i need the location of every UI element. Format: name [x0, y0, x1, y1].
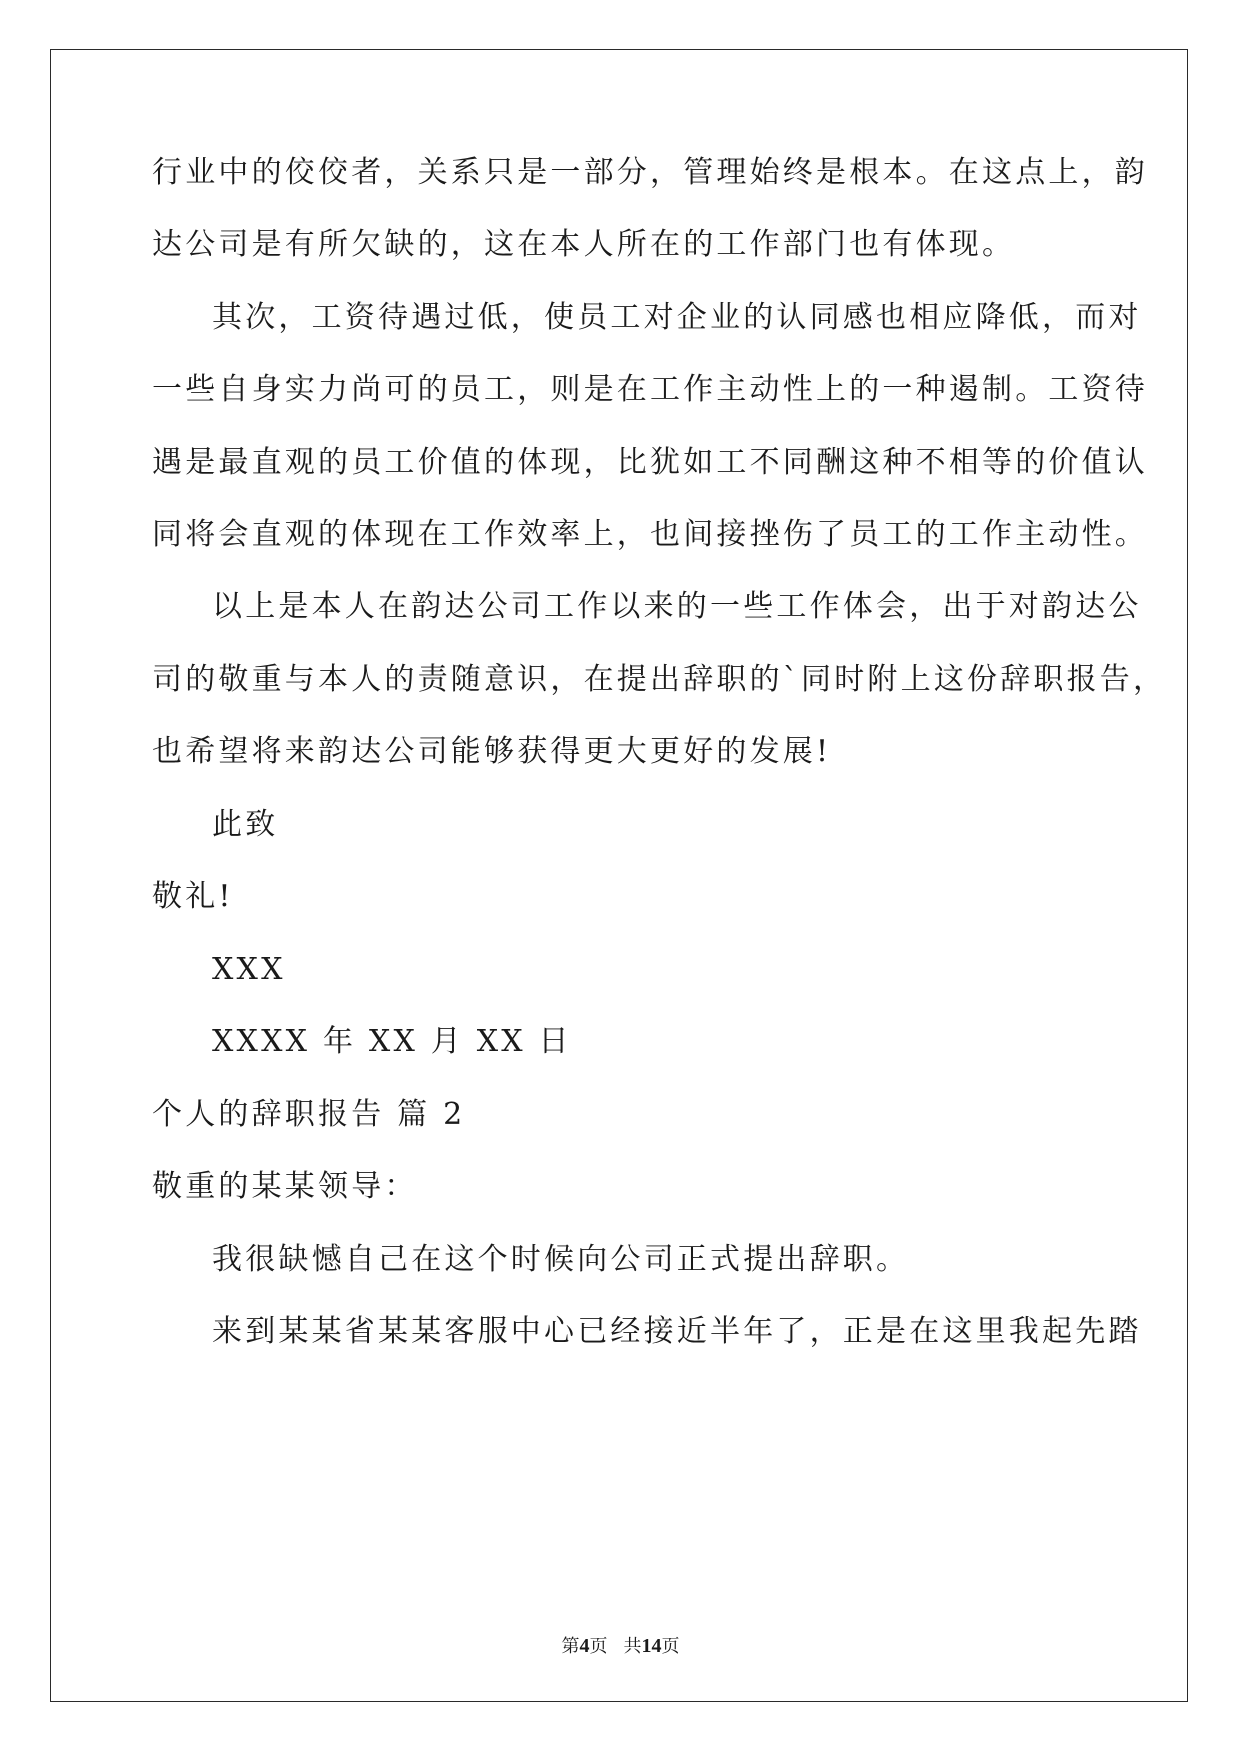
paragraph-line: 我很缺憾自己在这个时候向公司正式提出辞职。	[212, 1242, 910, 1277]
paragraph-line: 同将会直观的体现在工作效率上，也间接挫伤了员工的工作主动性。	[152, 517, 1148, 552]
paragraph-line: 以上是本人在韵达公司工作以来的一些工作体会，出于对韵达公	[212, 589, 1142, 624]
total-prefix: 共	[623, 1636, 642, 1657]
section-title: 个人的辞职报告 篇 2	[152, 1097, 466, 1132]
paragraph-line: 遇是最直观的员工价值的体现，比犹如工不同酬这种不相等的价值认	[152, 445, 1148, 480]
page-footer	[0, 1634, 1241, 1659]
total-suffix: 页	[661, 1636, 680, 1657]
paragraph-line: 也希望将来韵达公司能够获得更大更好的发展!	[152, 734, 832, 769]
paragraph-line: 行业中的佼佼者，关系只是一部分，管理始终是根本。在这点上，韵	[152, 155, 1148, 190]
signature-name: XXX	[212, 952, 286, 987]
paragraph-line: 其次，工资待遇过低，使员工对企业的认同感也相应降低，而对	[212, 300, 1142, 335]
signature-date: XXXX 年 XX 月 XX 日	[212, 1024, 572, 1059]
page-border	[50, 49, 1188, 1702]
paragraph-line: 司的敬重与本人的责随意识，在提出辞职的`同时附上这份辞职报告，	[152, 662, 1167, 697]
closing-regards: 敬礼!	[152, 879, 234, 914]
closing-salutation: 此致	[212, 807, 279, 842]
paragraph-line: 一些自身实力尚可的员工，则是在工作主动性上的一种遏制。工资待	[152, 372, 1148, 407]
letter-greeting: 敬重的某某领导：	[152, 1169, 418, 1204]
total-pages: 14	[641, 1635, 662, 1657]
page-suffix: 页	[589, 1636, 608, 1657]
page-number: 4	[579, 1635, 590, 1657]
paragraph-line: 来到某某省某某客服中心已经接近半年了，正是在这里我起先踏	[212, 1314, 1142, 1349]
page-prefix: 第	[561, 1636, 580, 1657]
paragraph-line: 达公司是有所欠缺的，这在本人所在的工作部门也有体现。	[152, 227, 1016, 262]
